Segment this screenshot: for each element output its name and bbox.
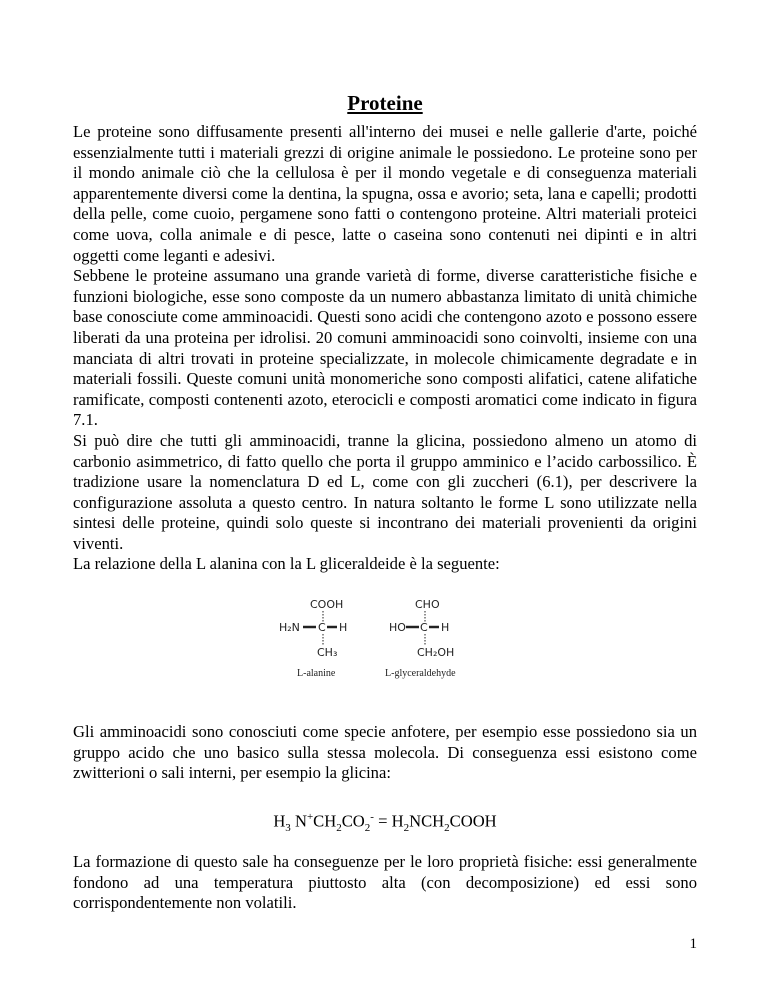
- equation-subscript: 2: [364, 821, 371, 834]
- equation-part: CH: [313, 811, 337, 831]
- glyceraldehyde-structure: [385, 598, 456, 679]
- paragraph: Gli amminoacidi sono conosciuti come specie anfotere, per esempio esse possiedono sia un gruppo acido che uno basico sulla stessa molecola. Di conseguenza essi esistono come zwitterioni o sali interni, per esempio la glicina:: [73, 722, 697, 783]
- fischer-projections: [273, 594, 533, 694]
- alanine-top-group: COOH: [310, 598, 344, 611]
- equation-part: H: [273, 811, 286, 831]
- equation-subscript: 3: [285, 821, 291, 834]
- glyceraldehyde-center-atom: C: [420, 621, 428, 634]
- alanine-bottom-group: CH₃: [317, 646, 338, 659]
- equation-part: NCH: [409, 811, 445, 831]
- equation-part: CO: [341, 811, 365, 831]
- paragraph: La formazione di questo sale ha conseguenze per le loro proprietà fisiche: essi generalmente fondono ad una temperatura piuttosto alta (con decomposizione) ed essi sono corrispondentemente non volatili.: [73, 852, 697, 913]
- equation-subscript: 2: [444, 821, 450, 834]
- equation-subscript: 2: [336, 821, 342, 834]
- paragraph: Sebbene le proteine assumano una grande varietà di forme, diverse caratteristiche fisiche e funzioni biologiche, esse sono composte da un numero abbastanza limitato di unità chimiche base conosciute come amminoacidi. Questi sono acidi che contengono azoto e possono essere liberati da una proteina per idrolisi. 20 comuni amminoacidi sono coinvolti, insieme con una manciata di altri trovati in proteine specializzate, in molecole chimicamente degradate e in materiali fossili. Queste comuni unità monomeriche sono composti alifatici, catene alifatiche ramificate, composti contenenti azoto, eterocicli e composti aromatici come indicato in figura 7.1.: [73, 266, 697, 430]
- equation-part: H: [391, 811, 404, 831]
- equation-superscript: +: [306, 811, 314, 823]
- equation-part: N: [290, 811, 307, 831]
- alanine-caption: L-alanine: [297, 668, 336, 679]
- body-text-final: [73, 852, 697, 914]
- alanine-left-group: H₂N: [279, 621, 300, 634]
- paragraph: Le proteine sono diffusamente presenti all'interno dei musei e nelle gallerie d'arte, poiché essenzialmente tutti i materiali grezzi di origine animale le possiedono. Le proteine sono per il mondo animale ciò che la cellulosa è per il mondo vegetale e di conseguenza materiali apparentemente diversi come la dentina, la spugna, ossa e avorio; seta, lana e capelli; prodotti della pelle, come cuoio, pergamene sono fatti o contengono proteine. Altri materiali proteici come uova, colla animale e di pesce, latte o caseina sono contenuti nei dipinti e in altri oggetti come leganti e adesivi.: [73, 122, 697, 265]
- document-title: Proteine: [347, 91, 423, 115]
- glyceraldehyde-caption: L-glyceraldehyde: [385, 668, 456, 679]
- equation-superscript: -: [370, 811, 374, 823]
- equation-part: COOH: [449, 811, 497, 831]
- structure-figure: [73, 594, 697, 694]
- alanine-center-atom: C: [318, 621, 326, 634]
- glyceraldehyde-right-group: H: [441, 621, 450, 634]
- paragraph: La relazione della L alanina con la L gliceraldeide è la seguente:: [73, 554, 500, 574]
- glyceraldehyde-bottom-group: CH₂OH: [417, 646, 455, 659]
- body-text: [73, 122, 697, 575]
- glyceraldehyde-left-group: HO: [389, 621, 406, 634]
- zwitterion-equation: [73, 806, 697, 839]
- glyceraldehyde-top-group: CHO: [415, 598, 440, 611]
- document-page: [73, 0, 697, 994]
- page-number: 1: [689, 936, 697, 952]
- equation-subscript: 2: [403, 821, 410, 834]
- body-text-after-figure: [73, 722, 697, 784]
- paragraph: Si può dire che tutti gli amminoacidi, tranne la glicina, possiedono almeno un atomo di carbonio asimmetrico, di fatto quello che porta il gruppo amminico e l’acido carbossilico. È tradizione usare la nomenclatura D ed L, come con gli zuccheri (6.1), per descrivere la configurazione assoluta a questo centro. In natura soltanto le forme L sono utilizzate nella sintesi delle proteine, quindi solo queste si incontrano dei materiali provenienti da origini viventi.: [73, 430, 697, 553]
- equation-equals: =: [373, 811, 392, 831]
- alanine-right-group: H: [339, 621, 348, 634]
- alanine-structure: [279, 598, 347, 679]
